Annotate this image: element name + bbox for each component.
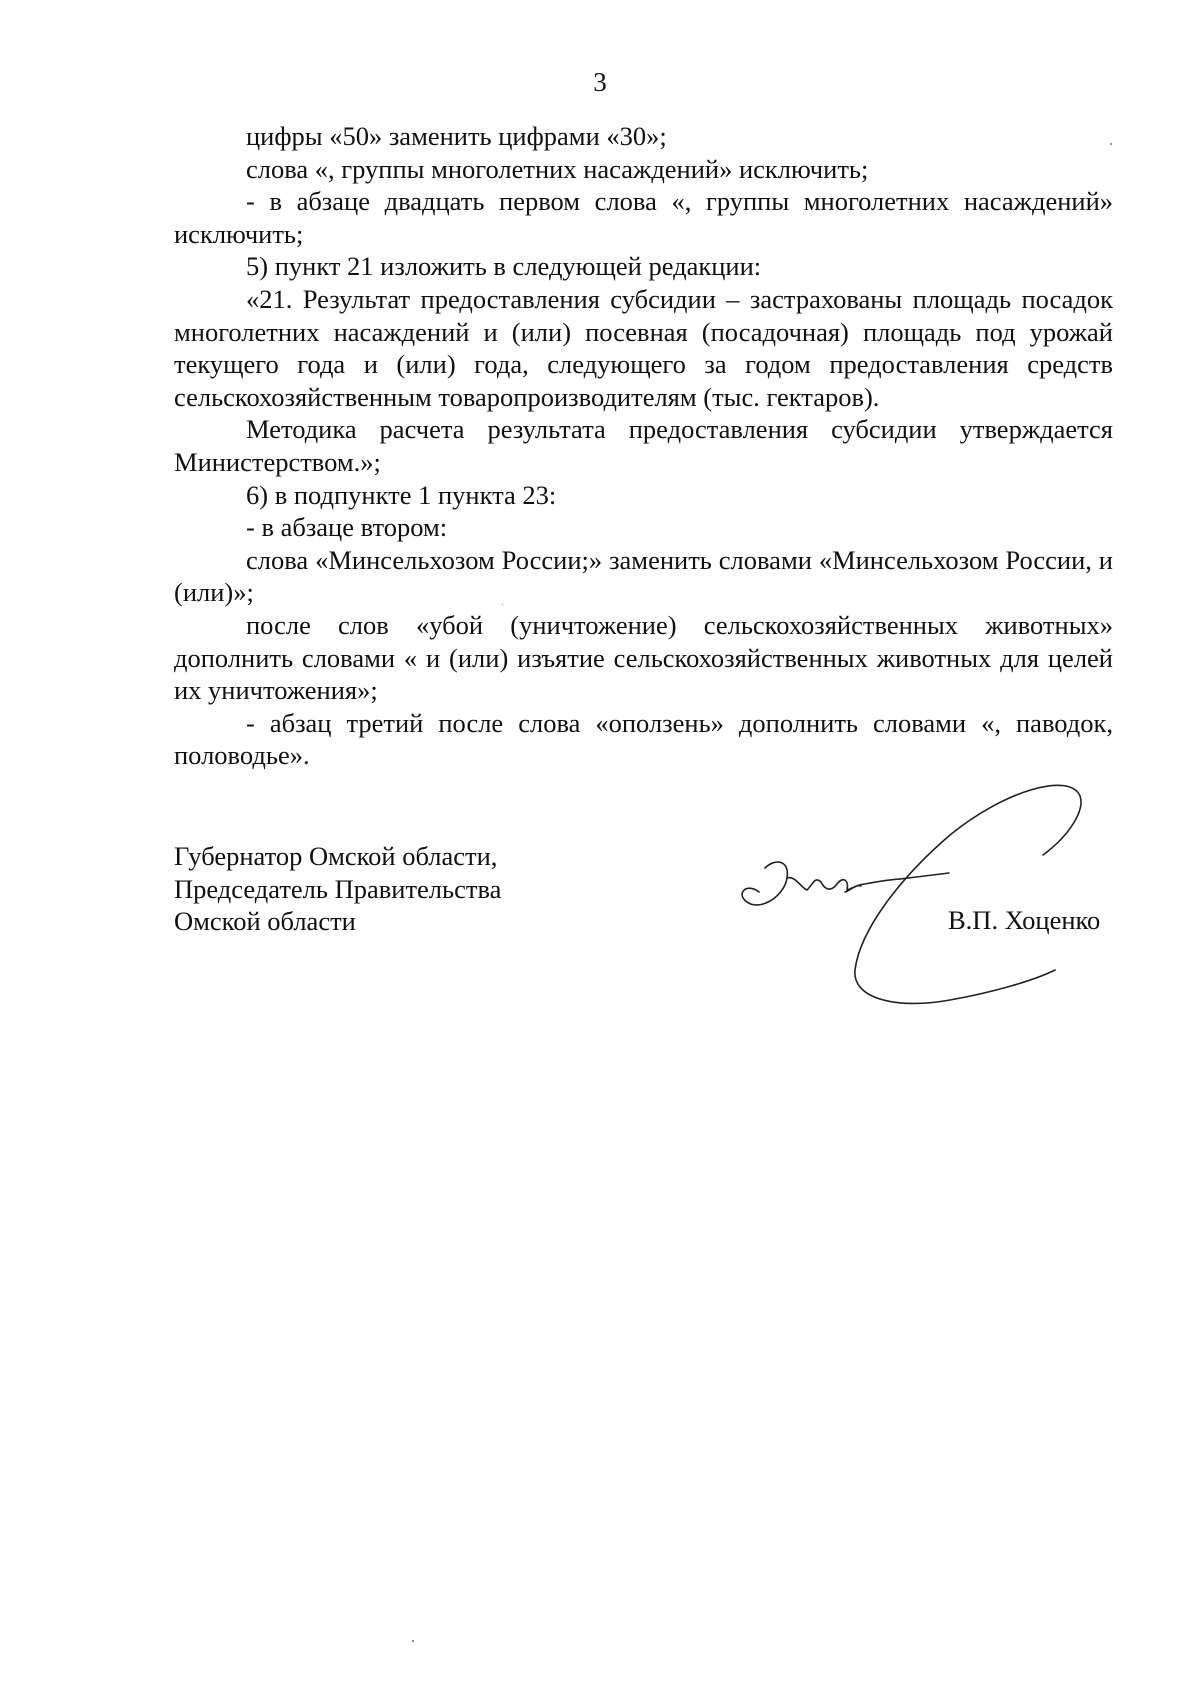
signatory-title-line: Председатель Правительства	[174, 873, 502, 904]
paragraph: 6) в подпункте 1 пункта 23:	[246, 479, 557, 510]
scan-speck	[502, 604, 503, 605]
paragraph: Методика расчета результата предоставления субсидии утверждается Министерством.»;	[174, 414, 1113, 477]
paragraph: слова «Минсельхозом России;» заменить словами «Минсельхозом России, и (или)»;	[174, 544, 1113, 608]
signatory-name: В.П. Хоценко	[948, 905, 1101, 935]
paragraph: - абзац третий после слова «оползень» дополнить словами «, паводок, половодье».	[174, 707, 1113, 771]
paragraph: - в абзаце втором:	[246, 512, 448, 543]
signatory-title	[174, 840, 501, 938]
paragraph: после слов «убой (уничтожение) сельскохозяйственных животных» дополнить словами « и (или) изъятие сельскохозяйственных животных для целей их уничтожения»;	[174, 609, 1113, 706]
signatory-title-line: Губернатор Омской области,	[174, 841, 498, 871]
paragraph: цифры «50» заменить цифрами «30»;	[246, 121, 667, 151]
handwritten-signature	[735, 780, 1135, 1020]
scan-speck	[1110, 143, 1112, 145]
scan-speck	[412, 1640, 414, 1642]
signatory-title-line: Омской области	[174, 906, 356, 937]
paragraph: «21. Результат предоставления субсидии – застрахованы площадь посадок многолетних насаждений и (или) посевная (посадочная) площадь под урожай текущего года и (или) года, следующего за годом предоставления средств сельскохозяйственным товаропроизводителям (тыс. гектаров).	[174, 283, 1113, 412]
paragraph: слова «, группы многолетних насаждений» исключить;	[246, 153, 869, 184]
document-body	[174, 120, 1113, 772]
paragraph: 5) пункт 21 изложить в следующей редакции:	[246, 251, 762, 282]
page-number: 3	[593, 67, 607, 97]
paragraph: - в абзаце двадцать первом слова «, группы многолетних насаждений» исключить;	[174, 186, 1113, 249]
